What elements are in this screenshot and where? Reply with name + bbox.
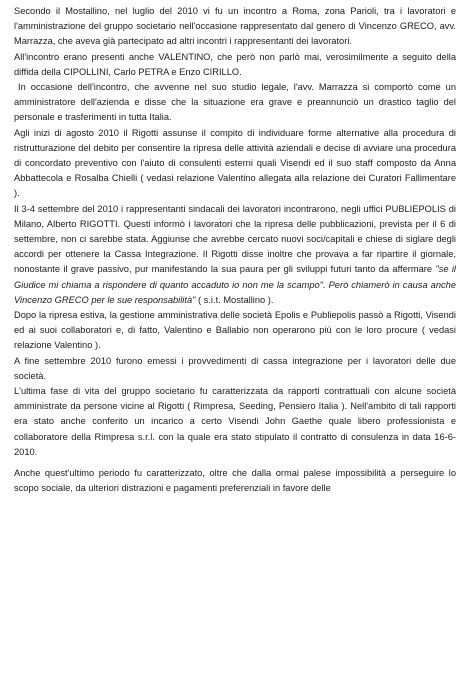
paragraph-p5 — [14, 202, 456, 308]
text-segment: ( s.i.t. Mostallino ). — [195, 294, 274, 305]
text-segment: A fine settembre 2010 furono emessi i provvedimenti di cassa integrazione per i lavoratori delle due società. — [14, 355, 456, 381]
text-segment: L'ultima fase di vita del gruppo societario fu caratterizzata da rapporti contrattuali con alcune società amministrate da persone vicine al Rigotti ( Rimpresa, Seeding, Pensiero Italia ). Nell'ambito di tali rapporti era stato anche conferito un incarico a certo Visendi John Gaethe quale libero professionista e collaboratore della Rimpresa s.r.l. con la quale era stato stipulato il contratto di consulenza in data 16-6-2010. — [14, 386, 456, 457]
text-segment: All'incontro erano presenti anche VALENTINO, che però non parlò mai, verosimilmente a seguito della diffida della CIPOLLINI, Carlo PETRA e Enzo CIRILLO. — [14, 51, 456, 77]
text-segment: Dopo la ripresa estiva, la gestione amministrativa delle società Epolis e Publiepolis passò a Rigotti, Visendi ed ai suoi collaboratori e, di fatto, Valentino e Ballabio non operarono più con le loro procure ( vedasi relazione Valentino ). — [14, 310, 456, 351]
paragraph-p9 — [14, 466, 456, 496]
quoted-statement: "se il Giudice mi chiama a rispondere di quanto accaduto io non me la scampo". Però chiamerò in causa anche Vincenzo GRECO per le sue responsabilità" — [14, 264, 456, 305]
paragraph-p8 — [14, 384, 456, 460]
paragraph-p3 — [14, 80, 456, 126]
text-segment: In occasione dell'incontro, che avvenne nel suo studio legale, l'avv. Marrazza si comportò come un amministratore dell'azienda e disse che la situazione era grave e preannunciò un drastico taglio del personale e trasferimenti in tutta Italia. — [14, 82, 456, 123]
text-segment: Il 3-4 settembre del 2010 i rappresentanti sindacali dei lavoratori incontrarono, negli uffici PUBLIEPOLIS di Milano, Alberto RIGOTTI. Questi informò i lavoratori che la ripresa delle pubblicazioni, prevista per il 6 di settembre, non ci sarebbe stata. Aggiunse che avrebbe cercato nuovi soci/capitali e chiese di siglare degli accordi per ottenere la Cassa Integrazione. Il Rigotti disse inoltre che provava a far ripartire il giornale, nonostante il grave passivo, pur manifestando la sua paura per gli sviluppi futuri tanto da affermare — [14, 203, 456, 275]
paragraph-p2 — [14, 50, 456, 80]
text-segment: Anche quest'ultimo periodo fu caratterizzato, oltre che dalla ormai palese impossibilità a perseguire lo scopo sociale, da ulteriori distrazioni e pagamenti preferenziali in favore delle — [14, 468, 456, 494]
paragraph-p4 — [14, 126, 456, 202]
text-segment: Secondo il Mostallino, nel luglio del 2010 vi fu un incontro a Roma, zona Parioli, tra i lavoratori e l'amministrazione del gruppo societario nell'occasione rappresentato dal genero di Vincenzo GRECO, avv. Marrazza, che aveva già partecipato ad altri incontri i rappresentanti dei lavoratori. — [14, 6, 456, 47]
paragraph-p1 — [14, 4, 456, 50]
paragraph-p6 — [14, 308, 456, 354]
text-segment: Agli inizi di agosto 2010 il Rigotti assunse il compito di individuare forme alternative alla procedura di ristrutturazione del debito per consentire la ripresa delle attività aziendali e decise di avviare una procedura di concordato preventivo con l'aiuto di consulenti esterni quali Visendi ed il suo staff composto da Anna Abbattecola e Rosalba Chielli ( vedasi relazione Valentino allegata alla relazione dei Curatori Fallimentare ). — [14, 127, 456, 199]
document-body — [14, 4, 456, 497]
paragraph-p7 — [14, 354, 456, 384]
